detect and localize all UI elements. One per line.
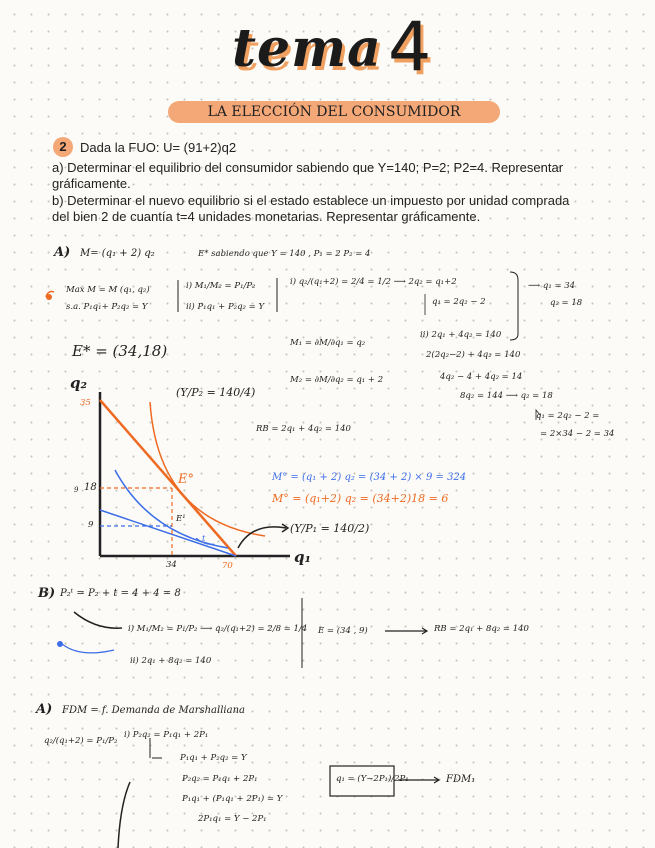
back-substitution-2: = 2×34 − 2 = 34 [540,429,615,439]
q1-expression: q₁ = 2q₂ − 2 [432,297,486,307]
utility-function: M= (q₁ + 2) q₂ [80,248,155,259]
equilibrium-point: E* = (34,18) [72,342,168,360]
page-title: tema [232,18,382,79]
marginal-utility-1: M₁ = ∂M/∂q₁ = q₂ [290,338,366,348]
problem-part-b-cont: del bien 2 de cuantía t=4 unidades monetarias. Representar gráficamente. [52,209,481,224]
x-eq-tick: 34 [166,560,177,570]
demand-ratio: q₂/(q₁+2) = P₁/P₂ [44,736,118,746]
condition-i: i) M₁/M₂ = P₁/P₂ [186,281,256,291]
part-b-condition-i: i) M₁/M₂ = P₁/P₂ ⟶ q₂/(q₁+2) = 2/8 = 1/4 [128,624,308,634]
given-data: E* sabiendo que Y = 140 , P₁ = 2 P₂ = 4 [198,249,371,259]
problem-part-b: b) Determinar el nuevo equilibrio si el estado establece un impuesto por unidad comprada [52,193,570,208]
part-b-budget-line: RB = 2q₁ + 8q₂ = 140 [434,624,529,634]
expansion-1: 2(2q₂−2) + 4q₂ = 140 [426,350,521,360]
y-new-tick: 9 [88,520,94,530]
back-substitution-1: q₁ = 2q₂ − 2 = [536,411,600,421]
section-banner: LA ELECCIÓN DEL CONSUMIDOR [168,101,500,123]
utility-level-orange: M° = (q₁+2) q₂ = (34+2)18 = 6 [272,492,449,505]
x-axis-label: q₁ [294,548,312,566]
part-c-label: A) [36,702,53,717]
expansion-3: 8q₂ = 144 ⟶ q₂ = 18 [460,391,553,401]
problem-intro: Dada la FUO: U= (91+2)q2 [80,140,237,155]
expansion-2: 4q₂ − 4 + 4q₂ = 14 [440,372,523,382]
demand-title: FDM = f. Demanda de Marshalliana [62,705,245,716]
result-q1: ⟶ q₁ = 34 [528,281,576,291]
max-statement: Max M = M (q₁, q₂) [66,285,150,295]
y-axis-label: q₂ [70,374,88,392]
problem-number-badge: 2 [53,137,73,157]
tax-label: t [202,534,206,544]
demand-step-5: 2P₁q₁ = Y − 2P₁ [198,814,267,824]
y-intercept-formula: (Y/P₂ = 140/4) [176,386,256,399]
demand-fdm-label: FDM₁ [446,774,476,785]
utility-level-blue: M° = (q₁ + 2) q₂ = (34 + 2) × 9 = 324 [272,472,467,483]
demand-step-4: P₁q₁ + (P₁q₁ + 2P₁) = Y [182,794,283,804]
new-equilibrium-label: E¹ [176,514,186,524]
constraint-statement: s.a. P₁q₁+ P₂q₂ = Y [66,302,148,312]
marginal-utility-2: M₂ = ∂M/∂q₂ = q₁ + 2 [290,375,384,385]
y-eq-tick-alt: 9 [74,486,79,494]
equilibrium-label: E° [178,472,194,487]
part-b-condition-ii: ii) 2q₁ + 8q₂ = 140 [130,656,212,666]
problem-part-a-cont: gráficamente. [52,176,131,191]
part-b-label: B) [38,586,56,601]
taxed-price: P₂ᵗ = P₂ + t = 4 + 4 = 8 [60,588,181,599]
ratio-step: i) q₂/(q₁+2) = 2/4 = 1/2 ⟶ 2q₂ = q₁+2 [290,277,457,287]
y-eq-tick: 18 [84,482,97,493]
result-q2: q₂ = 18 [550,298,583,308]
y-intercept-tick: 35 [80,398,91,408]
page-title-number: 4 [388,8,432,87]
budget-line-equation: RB = 2q₁ + 4q₂ = 140 [256,424,351,434]
condition-ii: ii) P₁q₁ + P₂q₂ = Y [186,302,265,312]
demand-step-3: P₂q₂ = P₁q₁ + 2P₁ [182,774,258,784]
demand-step-2: P₁q₁ + P₂q₂ = Y [180,753,247,763]
part-b-equilibrium: E = (34 , 9) [318,626,368,636]
part-a-label: A) [54,245,71,260]
substitution-ii: ii) 2q₁ + 4q₂ = 140 [420,330,502,340]
demand-step-1: i) P₂q₂ = P₁q₁ + 2P₁ [124,730,209,740]
x-intercept-tick: 70 [222,561,233,571]
x-intercept-formula: (Y/P₁ = 140/2) [290,522,370,535]
demand-boxed-result: q₁ = (Y−2P₁)/2P₁ [336,774,409,784]
problem-part-a: a) Determinar el equilibrio del consumidor sabiendo que Y=140; P=2; P2=4. Representar [52,160,564,175]
